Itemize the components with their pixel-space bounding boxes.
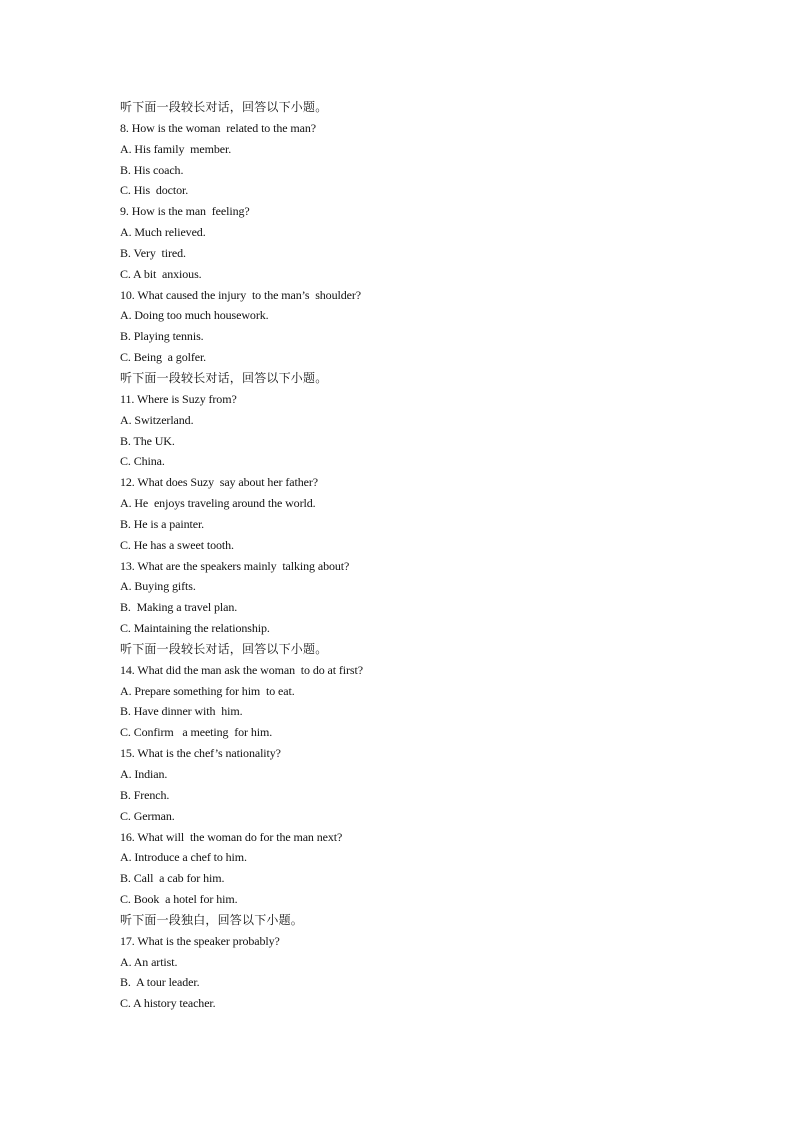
section-instruction: 听下面一段独白，回答以下小题。 (120, 912, 304, 927)
answer-option: C. China. (120, 454, 165, 469)
answer-option: A. Much relieved. (120, 225, 206, 240)
answer-option: A. Doing too much housework. (120, 308, 269, 323)
answer-option: C. A history teacher. (120, 996, 216, 1011)
answer-option: B. Have dinner with him. (120, 704, 243, 719)
question-text: 15. What is the chef’s nationality? (120, 746, 281, 761)
answer-option: C. His doctor. (120, 183, 189, 198)
answer-option: B. A tour leader. (120, 975, 200, 990)
question-text: 10. What caused the injury to the man’s shoulder? (120, 287, 361, 302)
answer-option: B. Making a travel plan. (120, 600, 238, 615)
answer-option: A. His family member. (120, 141, 232, 156)
question-text: 17. What is the speaker probably? (120, 933, 280, 948)
answer-option: A. He enjoys traveling around the world. (120, 496, 316, 511)
question-text: 8. How is the woman related to the man? (120, 120, 316, 135)
answer-option: A. Prepare something for him to eat. (120, 683, 295, 698)
question-text: 16. What will the woman do for the man next? (120, 829, 343, 844)
section-instruction: 听下面一段较长对话，回答以下小题。 (120, 641, 328, 656)
document-body (120, 97, 740, 1014)
answer-option: A. Indian. (120, 767, 168, 781)
question-text: 14. What did the man ask the woman to do at first? (120, 662, 363, 677)
answer-option: B. Playing tennis. (120, 329, 204, 344)
answer-option: C. Maintaining the relationship. (120, 621, 270, 636)
answer-option: B. Call a cab for him. (120, 871, 225, 886)
answer-option: C. A bit anxious. (120, 266, 202, 281)
answer-option: C. He has a sweet tooth. (120, 537, 234, 552)
section-instruction: 听下面一段较长对话，回答以下小题。 (120, 370, 328, 385)
answer-option: C. Book a hotel for him. (120, 892, 238, 907)
answer-option: B. Very tired. (120, 245, 186, 260)
answer-option: B. His coach. (120, 162, 184, 177)
answer-option: C. Confirm a meeting for him. (120, 725, 273, 740)
answer-option: A. An artist. (120, 954, 178, 969)
question-text: 12. What does Suzy say about her father? (120, 475, 318, 490)
answer-option: C. Being a golfer. (120, 350, 207, 365)
answer-option: A. Introduce a chef to him. (120, 850, 247, 865)
answer-option: A. Switzerland. (120, 412, 194, 427)
answer-option: B. French. (120, 787, 170, 802)
answer-option: B. He is a painter. (120, 516, 205, 531)
question-text: 13. What are the speakers mainly talking about? (120, 558, 350, 573)
section-instruction: 听下面一段较长对话，回答以下小题。 (120, 100, 328, 114)
answer-option: A. Buying gifts. (120, 579, 196, 594)
question-text: 9. How is the man feeling? (120, 204, 250, 219)
question-text: 11. Where is Suzy from? (120, 391, 237, 406)
answer-option: B. The UK. (120, 433, 175, 448)
answer-option: C. German. (120, 808, 175, 823)
